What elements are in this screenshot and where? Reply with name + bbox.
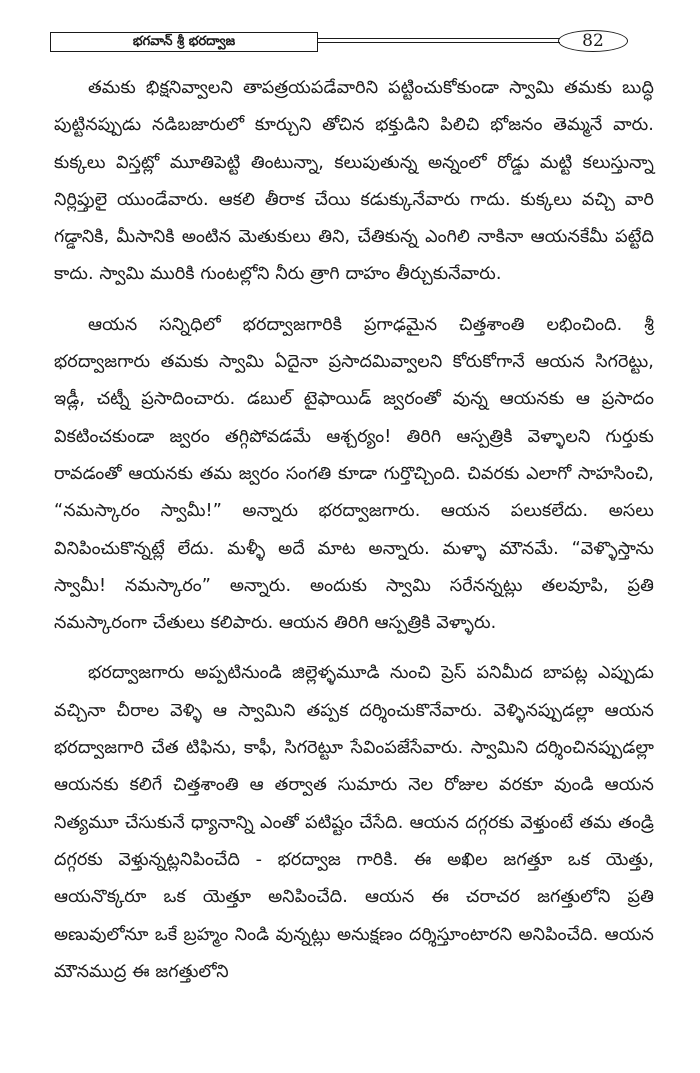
paragraph-1: తమకు భిక్షనివ్వాలని తాపత్రయపడేవారిని పట్టించుకోకుండా స్వామి తమకు బుద్ధి పుట్టినప్పుడు నడిబజారులో కూర్చుని తోచిన భక్తుడిని పిలిచి భోజనం తెమ్మనే వారు. కుక్కలు విస్తట్లో మూతిపెట్టి తింటున్నా, కలుపుతున్న అన్నంలో రోడ్డు మట్టి కలుస్తున్నా నిర్లిప్తులై యుండేవారు. ఆకలి తీరాక చేయి కడుక్కునేవారు గాదు. కుక్కలు వచ్చి వారి గడ్డానికి, మీసానికి అంటిన మెతుకులు తిని, చేతికున్న ఎంగిలి నాకినా ఆయనకేమీ పట్టేది కాదు. స్వామి మురికి గుంటల్లోని నీరు త్రాగి దాహం తీర్చుకునేవారు. <box>54 78 654 285</box>
page-number: 82 <box>558 30 628 52</box>
running-header <box>50 30 660 54</box>
paragraph-2: ఆయన సన్నిధిలో భరద్వాజగారికి ప్రగాఢమైన చిత్తశాంతి లభించింది. శ్రీ భరద్వాజగారు తమకు స్వామి ఏదైనా ప్రసాదమివ్వాలని కోరుకోగానే ఆయన సిగరెట్టు, ఇడ్లీ, చట్నీ ప్రసాదించారు. డబుల్ టైఫాయిడ్ జ్వరంతో వున్న ఆయనకు ఆ ప్రసాదం వికటించకుండా జ్వరం తగ్గిపోవడమే ఆశ్చర్యం! తిరిగి ఆస్పత్రికి వెళ్ళాలని గుర్తుకు రావడంతో ఆయనకు తమ జ్వరం సంగతి కూడా గుర్తొచ్చింది. చివరకు ఎలాగో సాహసించి, “నమస్కారం స్వామీ!” అన్నారు భరద్వాజగారు. ఆయన పలుకలేదు. అసలు వినిపించుకొన్నట్లే లేదు. మళ్ళీ అదే మాట అన్నారు. మళ్ళా మౌనమే. “వెళ్ళొస్తాను స్వామీ! నమస్కారం” అన్నారు. అందుకు స్వామి సరేనన్నట్లు తలవూపి, ప్రతి నమస్కారంగా చేతులు కలిపారు. ఆయన తిరిగి ఆస్పత్రికి వెళ్ళారు. <box>54 314 654 634</box>
book-title: భగవాన్ శ్రీ భరద్వాజ <box>50 32 318 52</box>
body-text <box>54 70 654 1004</box>
paragraph-3: భరద్వాజగారు అప్పటినుండి జిల్లెళ్ళమూడి నుంచి ప్రెస్ పనిమీద బాపట్ల ఎప్పుడు వచ్చినా చీరాల వెళ్ళి ఆ స్వామిని తప్పక దర్శించుకొనేవారు. వెళ్ళినప్పుడల్లా ఆయన భరద్వాజగారి చేత టిఫిను, కాఫీ, సిగరెట్టూ సేవింపజేసేవారు. స్వామిని దర్శించినప్పుడల్లా ఆయనకు కలిగే చిత్తశాంతి ఆ తర్వాత సుమారు నెల రోజుల వరకూ వుండి ఆయన నిత్యమూ చేసుకునే ధ్యానాన్ని ఎంతో పటిష్టం చేసేది. ఆయన దగ్గరకు వెళ్తుంటే తమ తండ్రి దగ్గరకు వెళ్తున్నట్లనిపించేది - భరద్వాజ గారికి. ఈ అఖిల జగత్తూ ఒక యెత్తు, ఆయనొక్కరూ ఒక యెత్తూ అనిపించేది. ఆయన ఈ చరాచర జగత్తులోని ప్రతి అణువులోనూ ఒకే బ్రహ్మం నిండి వున్నట్లు అనుక్షణం దర్శిస్తూంటారని అనిపించేది. ఆయన మౌనముద్ర ఈ జగత్తులోని <box>54 663 654 982</box>
header-rule <box>318 38 560 43</box>
